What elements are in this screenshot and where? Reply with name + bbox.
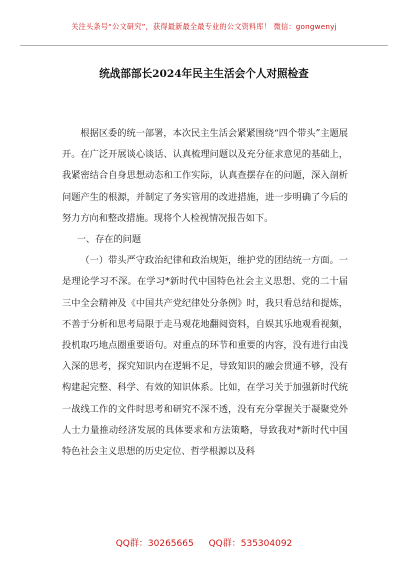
footer-qq-group-1: QQ群：30265665 [115, 539, 194, 549]
section-heading: 一、存在的问题 [76, 234, 142, 246]
header-divider [20, 45, 388, 46]
document-body [62, 123, 348, 462]
footer-contacts [0, 536, 408, 549]
section-paragraph: （一）带头严守政治纪律和政治规矩，维护党的团结统一方面。一是理论学习不深。在学习*新时代中国特色社会主义思想、党的二十届三中全会精神及《中国共产党纪律处分条例》时，我只看总结和提炼，不善于分析和思考局限于走马观花地翻阅资料，自娱其乐地观看视频，投机取巧地点圈重要语句。对重点的环节和重要的内容，没有进行由浅入深的思考，探究知识内在逻辑不足，导致知识的融会贯通不够，没有构建起完整、科学、有效的知识体系。比如，在学习关于加强新时代统一战线工作的文件时思考和研究不深不透，没有充分掌握关于凝聚党外人士力量推动经济发展的具体要求和方法策略，导致我对*新时代中国特色社会主义思想的历史定位、哲学根源以及科 [62, 255, 348, 458]
footer-qq-group-2: QQ群：535304092 [208, 539, 293, 549]
intro-paragraph: 根据区委的统一部署，本次民主生活会紧紧围绕“四个带头”主题展开。在广泛开展谈心谈话、认真梳理问题以及充分征求意见的基础上，我紧密结合自身思想动态和工作实际，认真查摆存在的问题，深入剖析问题产生的根源，并制定了务实管用的改进措施，进一步明确了今后的努力方向和整改措施。现将个人检视情况报告如下。 [62, 128, 348, 224]
header-notice: 关注头条号“公文研究”，获得最新最全最专业的公文资料库！ 微信：gongwenyj [71, 22, 337, 31]
document-title: 统战部部长2024年民主生活会个人对照检查 [99, 68, 309, 80]
